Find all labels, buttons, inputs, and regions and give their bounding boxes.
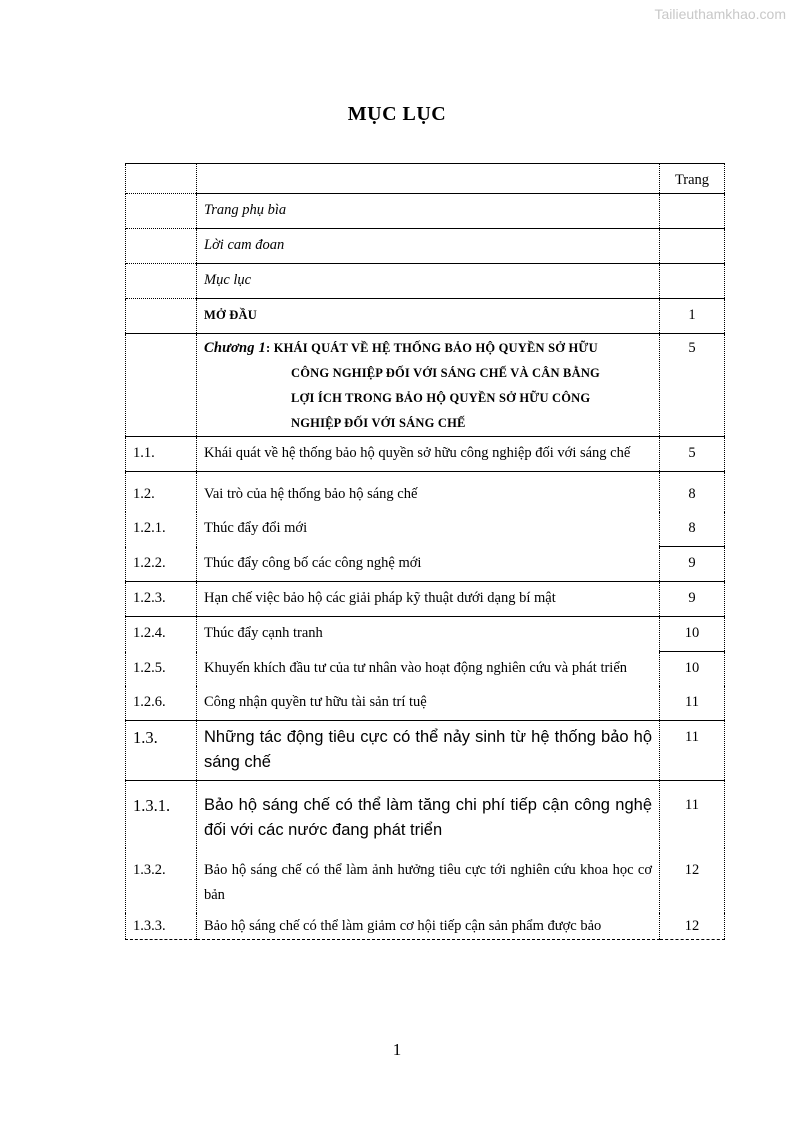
toc-entry-number: 1.2. (126, 472, 197, 513)
toc-row (126, 686, 725, 721)
toc-entry-text: Hạn chế việc bảo hộ các giải pháp kỹ thuật dưới dạng bí mật (197, 582, 660, 617)
chapter-prefix: Chương 1 (204, 340, 266, 356)
toc-entry-page: 11 (660, 781, 725, 849)
toc-entry-text: Bảo hộ sáng chế có thể làm tăng chi phí tiếp cận công nghệ đối với các nước đang phát triển (197, 781, 660, 849)
chapter-title-line: NGHIỆP ĐỐI VỚI SÁNG CHẾ (291, 416, 466, 430)
toc-entry-number: 1.3. (126, 721, 197, 781)
toc-row (126, 437, 725, 472)
toc-entry-text: Thúc đẩy cạnh tranh (197, 617, 660, 652)
toc-row (126, 547, 725, 582)
toc-entry-text: Bảo hộ sáng chế có thể làm giảm cơ hội tiếp cận sản phẩm được bảo (197, 913, 660, 940)
toc-entry-number: 1.3.3. (126, 913, 197, 940)
toc-entry-text: Trang phụ bìa (197, 194, 660, 229)
toc-row-intro (126, 299, 725, 334)
toc-row (126, 652, 725, 687)
toc-entry-page: 12 (660, 848, 725, 913)
toc-entry-number: 1.2.4. (126, 617, 197, 652)
toc-entry-text: Công nhận quyền tư hữu tài sản trí tuệ (197, 686, 660, 721)
toc-entry-page: 1 (660, 299, 725, 334)
chapter-title-line: LỢI ÍCH TRONG BẢO HỘ QUYỀN SỞ HỮU CÔNG (291, 391, 591, 405)
page-title: MỤC LỤC (347, 103, 447, 125)
toc-entry-number: 1.2.2. (126, 547, 197, 582)
toc-entry-page: 9 (660, 582, 725, 617)
toc-row (126, 617, 725, 652)
toc-entry-page: 11 (660, 721, 725, 781)
toc-entry-text: Mục lục (197, 264, 660, 299)
toc-entry-page: 9 (660, 547, 725, 582)
toc-entry-page: 5 (660, 437, 725, 472)
toc-entry-page: 10 (660, 617, 725, 652)
toc-header-row (126, 164, 725, 194)
toc-entry-number: 1.3.2. (126, 848, 197, 913)
toc-entry-page: 5 (660, 334, 725, 437)
toc-row (126, 264, 725, 299)
toc-entry-number: 1.2.6. (126, 686, 197, 721)
toc-entry-number: 1.2.5. (126, 652, 197, 687)
toc-entry-number: 1.2.3. (126, 582, 197, 617)
toc-row (126, 721, 725, 781)
toc-row (126, 913, 725, 940)
toc-row (126, 512, 725, 547)
toc-row (126, 472, 725, 513)
toc-entry-page: 12 (660, 913, 725, 940)
watermark: Tailieuthamkhao.com (654, 6, 786, 22)
toc-entry-page (660, 229, 725, 264)
toc-entry-text: Khuyến khích đầu tư của tư nhân vào hoạt động nghiên cứu và phát triển (197, 652, 660, 687)
toc-entry-text: Những tác động tiêu cực có thể nảy sinh từ hệ thống bảo hộ sáng chế (197, 721, 660, 781)
toc-entry-page: 11 (660, 686, 725, 721)
toc-entry-page (660, 264, 725, 299)
toc-entry-page: 10 (660, 652, 725, 687)
chapter-heading (197, 334, 660, 437)
page-number: 1 (392, 1040, 402, 1059)
toc-row (126, 848, 725, 913)
toc-row-chapter (126, 334, 725, 437)
toc-table (125, 163, 725, 940)
toc-entry-text: Lời cam đoan (197, 229, 660, 264)
toc-entry-text: Vai trò của hệ thống bảo hộ sáng chế (197, 472, 660, 513)
toc-row (126, 582, 725, 617)
toc-entry-text: Thúc đẩy công bố các công nghệ mới (197, 547, 660, 582)
toc-row (126, 194, 725, 229)
toc-entry-text: Khái quát về hệ thống bảo hộ quyền sở hữu công nghiệp đối với sáng chế (197, 437, 660, 472)
toc-entry-page: 8 (660, 512, 725, 547)
toc-entry-number: 1.2.1. (126, 512, 197, 547)
toc-entry-number: 1.1. (126, 437, 197, 472)
toc-entry-page (660, 194, 725, 229)
toc-row (126, 781, 725, 849)
toc-entry-text: MỞ ĐẦU (197, 299, 660, 334)
chapter-title-line: : KHÁI QUÁT VỀ HỆ THỐNG BẢO HỘ QUYỀN SỞ HỮU (266, 341, 598, 355)
toc-entry-text: Bảo hộ sáng chế có thể làm ảnh hưởng tiêu cực tới nghiên cứu khoa học cơ bản (197, 848, 660, 913)
toc-entry-number: 1.3.1. (126, 781, 197, 849)
toc-entry-page: 8 (660, 472, 725, 513)
toc-entry-text: Thúc đẩy đổi mới (197, 512, 660, 547)
chapter-title-line: CÔNG NGHIỆP ĐỐI VỚI SÁNG CHẾ VÀ CÂN BẰNG (291, 366, 600, 380)
page-column-header: Trang (660, 164, 725, 194)
toc-row (126, 229, 725, 264)
